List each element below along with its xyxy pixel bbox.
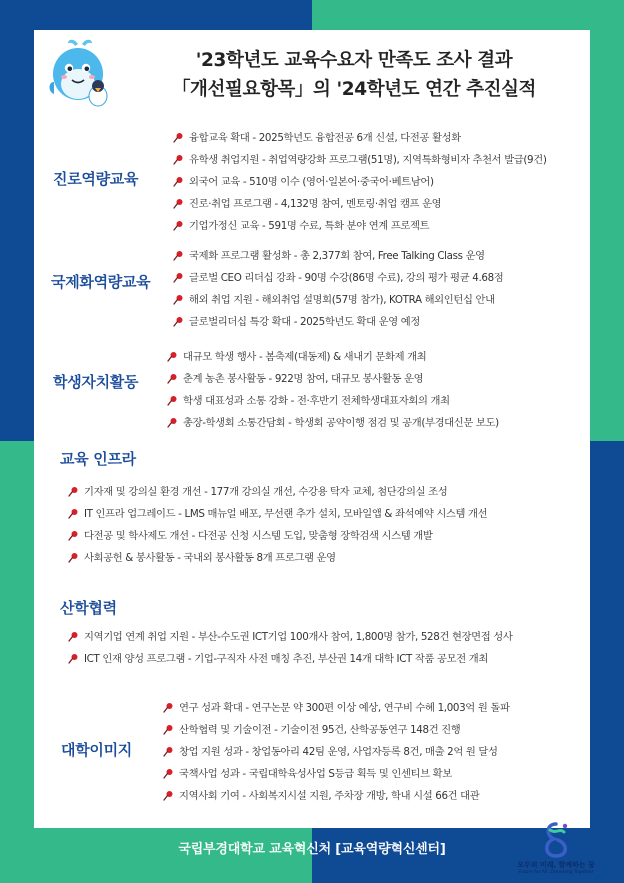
list-item: 사회공헌 & 봉사활동 - 국내외 봉사활동 8개 프로그램 운영 [67, 547, 487, 569]
list-item: 국책사업 성과 - 국립대학육성사업 S등급 획득 및 인센티브 확보 [162, 763, 510, 785]
pushpin-icon [172, 250, 184, 262]
list-item: 다전공 및 학사제도 개선 - 다전공 신청 시스템 도입, 맞춤형 장학검색 시스템 개발 [67, 525, 487, 547]
section-list-industry [67, 626, 512, 670]
list-item: 기업가정신 교육 - 591명 수료, 특화 분야 연계 프로젝트 [172, 215, 547, 237]
list-item: 진로·취업 프로그램 - 4,132명 참여, 멘토링·취업 캠프 운영 [172, 193, 547, 215]
list-item: 지역사회 기여 - 사회복지시설 지원, 주차장 개방, 학내 시설 66건 대관 [162, 785, 510, 807]
pushpin-icon [162, 724, 174, 736]
list-item: 글로벌리더십 특강 확대 - 2025학년도 확대 운영 예정 [172, 311, 503, 333]
list-item: IT 인프라 업그레이드 - LMS 매뉴얼 배포, 무선랜 추가 설치, 모바일앱 & 좌석예약 시스템 개선 [67, 503, 487, 525]
footer-organization: 국립부경대학교 교육혁신처 [교육역량혁신센터] [178, 842, 446, 857]
pushpin-icon [67, 530, 79, 542]
list-item: 지역기업 연계 취업 지원 - 부산-수도권 ICT기업 100개사 참여, 1,800명 참가, 528건 현장면접 성사 [67, 626, 512, 648]
list-item: 글로벌 CEO 리더십 강좌 - 90명 수강(86명 수료), 강의 평가 평균 4.68점 [172, 267, 503, 289]
pushpin-icon [172, 154, 184, 166]
list-item: 학생 대표성과 소통 강화 - 전·후반기 전체학생대표자회의 개최 [166, 390, 499, 412]
pushpin-icon [67, 552, 79, 564]
title-line-1: '23학년도 교육수요자 만족도 조사 결과 [195, 50, 513, 71]
pushpin-icon [162, 746, 174, 758]
content-card [34, 30, 590, 828]
list-item: 유학생 취업지원 - 취업역량강화 프로그램(51명), 지역특화형비자 추천서 발급(9건) [172, 149, 547, 171]
logo-subtitle: Future for All, Dreaming Together [518, 870, 594, 875]
pushpin-icon [166, 417, 178, 429]
section-title-career: 진로역량교육 [53, 170, 139, 188]
list-item: ICT 인재 양성 프로그램 - 기업-구직자 사전 매칭 추진, 부산권 14개 대학 ICT 작품 공모전 개최 [67, 648, 512, 670]
pushpin-icon [67, 653, 79, 665]
list-item: 대규모 학생 행사 - 봄축제(대동제) & 새내기 문화제 개최 [166, 346, 499, 368]
section-list-image [162, 697, 510, 807]
whale-mascot-icon [48, 36, 112, 108]
section-title-image: 대학이미지 [61, 741, 132, 759]
pushpin-icon [172, 176, 184, 188]
university-logo [510, 820, 602, 878]
section-list-infra [67, 481, 487, 569]
pushpin-icon [67, 486, 79, 498]
pushpin-icon [172, 132, 184, 144]
pushpin-icon [172, 294, 184, 306]
section-title-infra: 교육 인프라 [60, 450, 136, 468]
logo-slogan: 모두의 미래, 함께하는 꿈 [517, 861, 595, 869]
pushpin-icon [172, 198, 184, 210]
list-item: 외국어 교육 - 510명 이수 (영어·일본어·중국어·베트남어) [172, 171, 547, 193]
pushpin-icon [172, 220, 184, 232]
list-item: 산학협력 및 기술이전 - 기술이전 95건, 산학공동연구 148건 진행 [162, 719, 510, 741]
list-item: 융합교육 확대 - 2025학년도 융합전공 6개 신설, 다전공 활성화 [172, 127, 547, 149]
section-list-global [172, 245, 503, 333]
page-title [134, 46, 574, 104]
list-item: 해외 취업 지원 - 해외취업 설명회(57명 참가), KOTRA 해외인턴십 안내 [172, 289, 503, 311]
section-title-global: 국제화역량교육 [51, 273, 151, 291]
pushpin-icon [67, 508, 79, 520]
pushpin-icon [162, 702, 174, 714]
list-item: 기자재 및 강의실 환경 개선 - 177개 강의실 개선, 수강용 탁자 교체, 첨단강의실 조성 [67, 481, 487, 503]
university-logo-icon [540, 820, 572, 860]
pushpin-icon [166, 351, 178, 363]
pushpin-icon [172, 316, 184, 328]
section-title-industry: 산학협력 [60, 599, 117, 617]
list-item: 연구 성과 확대 - 연구논문 약 300편 이상 예상, 연구비 수혜 1,003억 원 돌파 [162, 697, 510, 719]
pushpin-icon [162, 768, 174, 780]
list-item: 국제화 프로그램 활성화 - 총 2,377회 참여, Free Talking Class 운영 [172, 245, 503, 267]
section-title-student: 학생자치활동 [53, 373, 139, 391]
pushpin-icon [172, 272, 184, 284]
list-item: 창업 지원 성과 - 창업동아리 42팀 운영, 사업자등록 8건, 매출 2억 원 달성 [162, 741, 510, 763]
pushpin-icon [67, 631, 79, 643]
list-item: 춘계 농촌 봉사활동 - 922명 참여, 대규모 봉사활동 운영 [166, 368, 499, 390]
list-item: 총장-학생회 소통간담회 - 학생회 공약이행 점검 및 공개(부경대신문 보도) [166, 412, 499, 434]
pushpin-icon [166, 395, 178, 407]
pushpin-icon [166, 373, 178, 385]
pushpin-icon [162, 790, 174, 802]
section-list-career [172, 127, 547, 237]
section-list-student [166, 346, 499, 434]
title-line-2: 「개선필요항목」의 '24학년도 연간 추진실적 [171, 79, 537, 100]
